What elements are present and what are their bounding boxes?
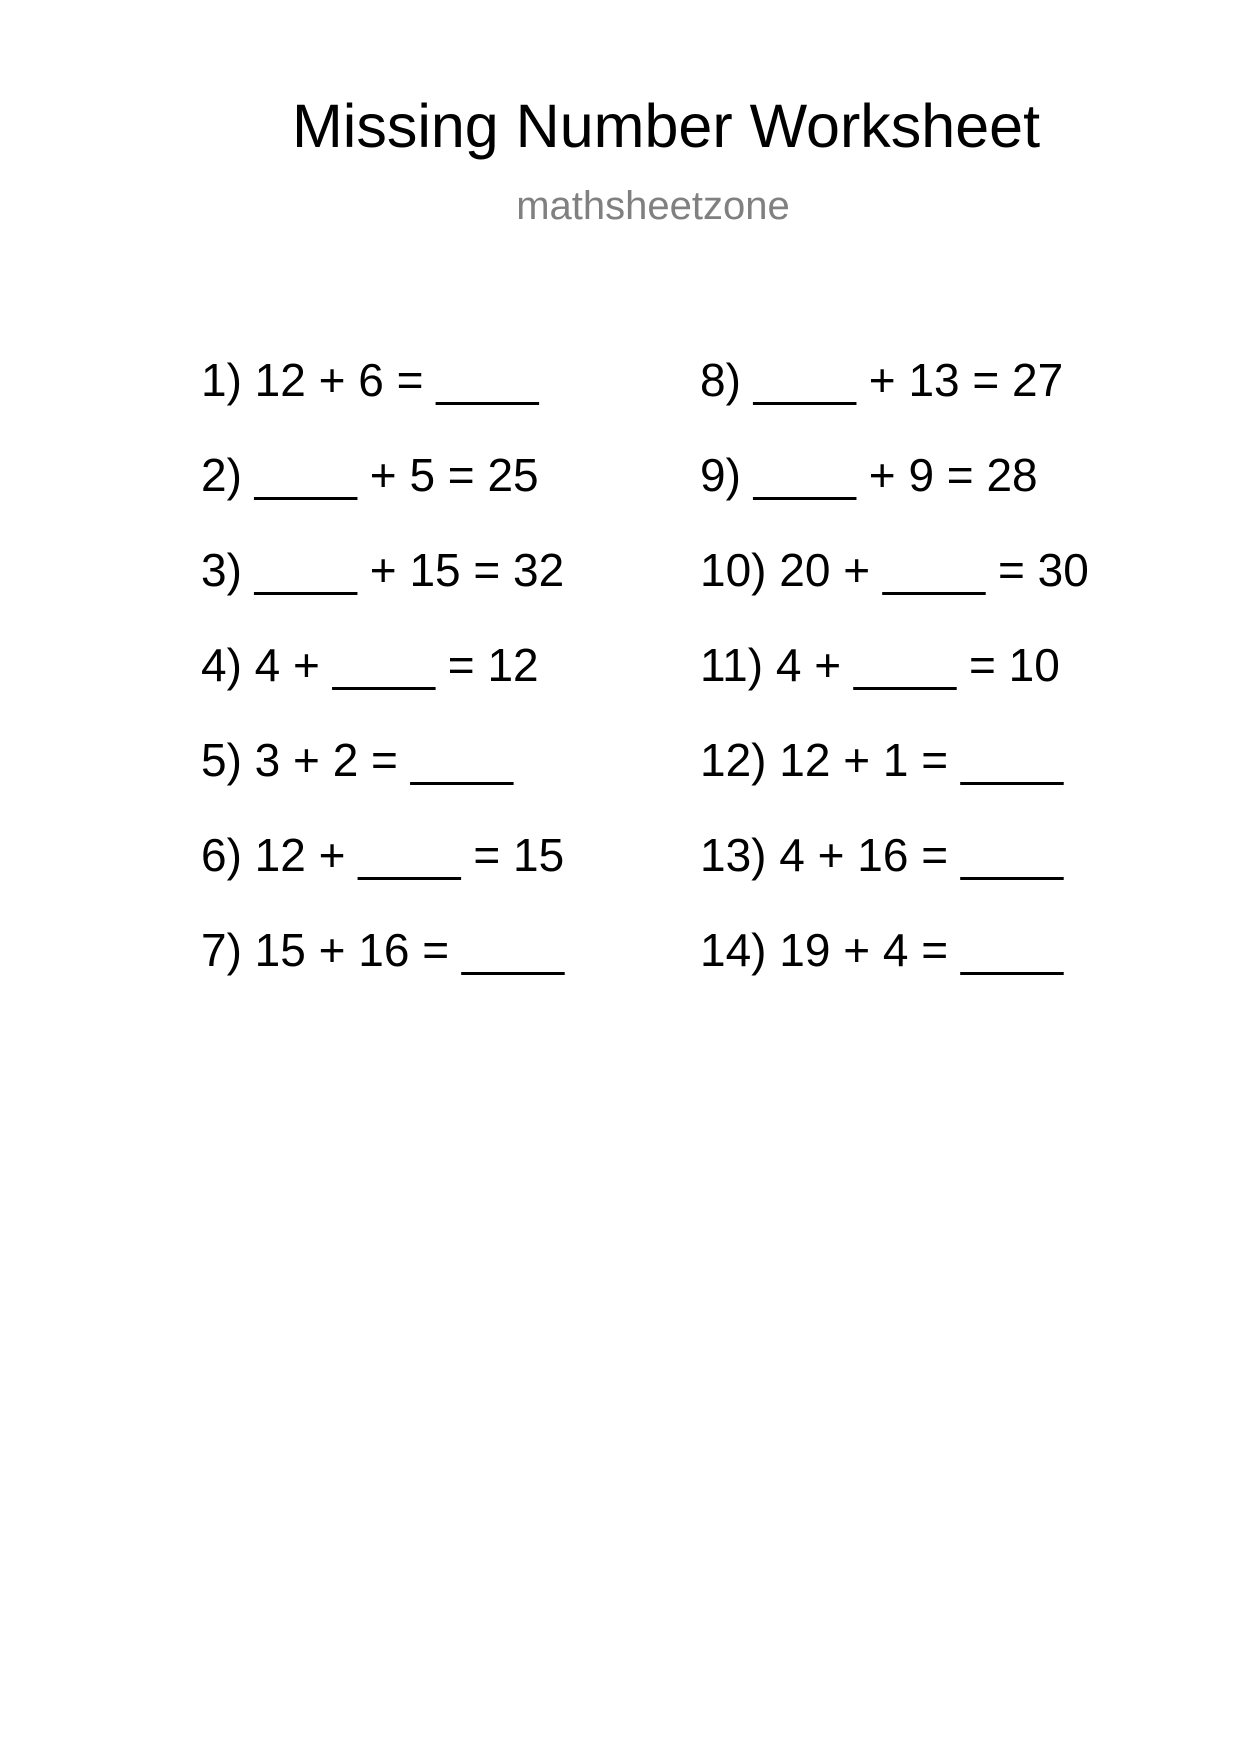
problem-item: 9) ____ + 9 = 28 — [700, 449, 1038, 501]
problem-item: 12) 12 + 1 = ____ — [700, 734, 1064, 786]
problem-item: 4) 4 + ____ = 12 — [201, 639, 539, 691]
problem-item: 3) ____ + 15 = 32 — [201, 544, 565, 596]
problem-item: 7) 15 + 16 = ____ — [201, 924, 565, 976]
problem-item: 2) ____ + 5 = 25 — [201, 449, 539, 501]
worksheet-title: Missing Number Worksheet — [291, 92, 1041, 160]
problem-item: 5) 3 + 2 = ____ — [201, 734, 514, 786]
problem-item: 11) 4 + ____ = 10 — [700, 639, 1060, 691]
problem-item: 1) 12 + 6 = ____ — [201, 354, 539, 406]
problem-item: 14) 19 + 4 = ____ — [700, 924, 1064, 976]
worksheet-subtitle: mathsheetzone — [516, 184, 790, 228]
problem-item: 8) ____ + 13 = 27 — [700, 354, 1064, 406]
problem-item: 10) 20 + ____ = 30 — [700, 544, 1089, 596]
problem-item: 13) 4 + 16 = ____ — [700, 829, 1064, 881]
problem-item: 6) 12 + ____ = 15 — [201, 829, 565, 881]
